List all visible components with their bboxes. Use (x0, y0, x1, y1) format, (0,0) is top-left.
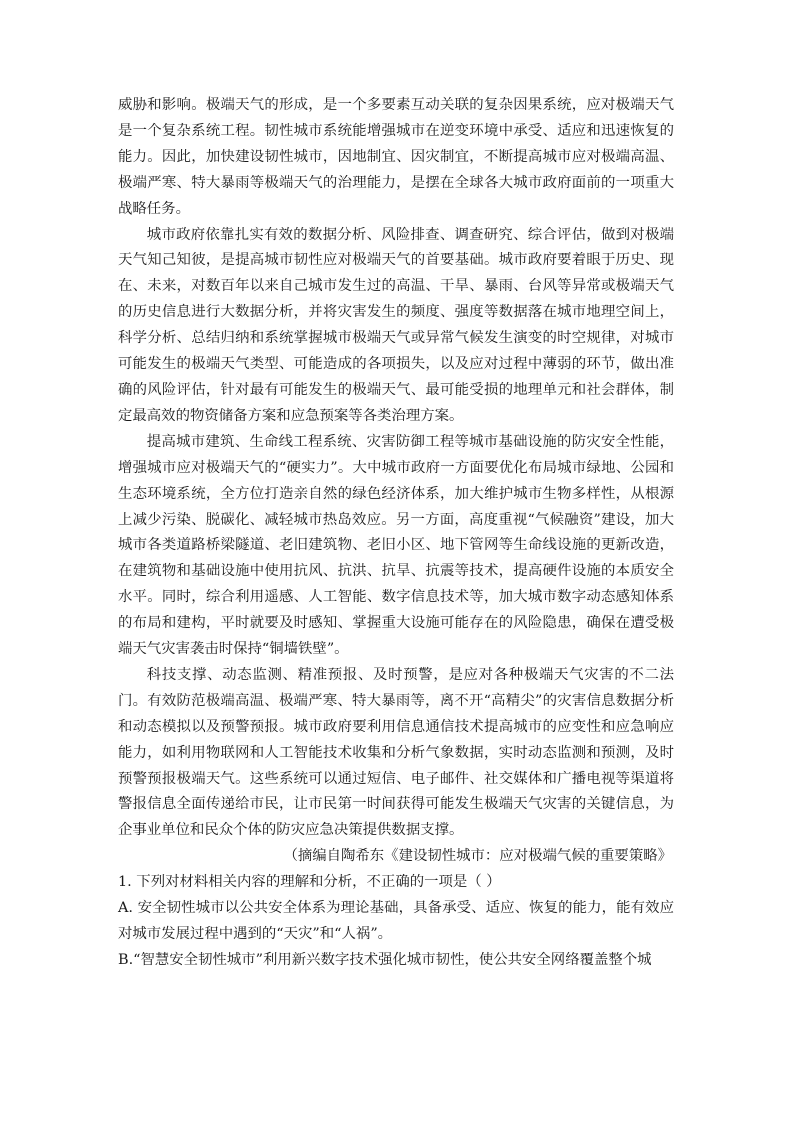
article-paragraph-2: 城市政府依靠扎实有效的数据分析、风险排查、调查研究、综合评估，做到对极端天气知己知彼，是提高城市韧性应对极端天气的首要基础。城市政府要着眼于历史、现在、未来，对数百年以来自己城市发生过的高温、干旱、暴雨、台风等异常或极端天气的历史信息进行大数据分析，并将灾害发生的频度、强度等数据落在城市地理空间上，科学分析、总结归纳和系统掌握城市极端天气或异常气候发生演变的时空规律，对城市可能发生的极端天气类型、可能造成的各项损失，以及应对过程中薄弱的环节，做出准确的风险评估，针对最有可能发生的极端天气、最可能受损的地理单元和社会群体，制定最高效的物资储备方案和应急预案等各类治理方案。 (118, 226, 674, 424)
question-1-stem: 1. 下列对材料相关内容的理解和分析，不正确的一项是（ ） (118, 874, 501, 891)
article-paragraph-1: 威胁和影响。极端天气的形成，是一个多要素互动关联的复杂因果系统，应对极端天气是一个复杂系统工程。韧性城市系统能增强城市在逆变环境中承受、适应和迅速恢复的能力。因此，加快建设韧性城市，因地制宜、因灾制宜，不断提高城市应对极端高温、极端严寒、特大暴雨等极端天气的治理能力，是摆在全球各大城市政府面前的一项重大战略任务。 (118, 97, 674, 217)
article-source-citation: （摘编自陶希东《建设韧性城市：应对极端气候的重要策略》 (283, 848, 672, 865)
article-paragraph-4: 科技支撑、动态监测、精准预报、及时预警，是应对各种极端天气灾害的不二法门。有效防范极端高温、极端严寒、特大暴雨等，离不开“高精尖”的灾害信息数据分析和动态模拟以及预警预报。城市政府要利用信息通信技术提高城市的应变性和应急响应能力，如利用物联网和人工智能技术收集和分析气象数据，实时动态监测和预测，及时预警预报极端天气。这些系统可以通过短信、电子邮件、社交媒体和广播电视等渠道将警报信息全面传递给市民，让市民第一时间获得可能发生极端天气灾害的关键信息，为企事业单位和民众个体的防灾应急决策提供数据支撑。 (118, 666, 674, 839)
article-paragraph-3: 提高城市建筑、生命线工程系统、灾害防御工程等城市基础设施的防灾安全性能，增强城市应对极端天气的“硬实力”。大中城市政府一方面要优化布局城市绿地、公园和生态环境系统，全方位打造亲自然的绿色经济体系，加大维护城市生物多样性，从根源上减少污染、脱碳化、减轻城市热岛效应。另一方面，高度重视“气候融资”建设，加大城市各类道路桥梁隧道、老旧建筑物、老旧小区、地下管网等生命线设施的更新改造，在建筑物和基础设施中使用抗风、抗洪、抗旱、抗震等技术，提高硬件设施的本质安全水平。同时，综合利用遥感、人工智能、数字信息技术等，加大城市数字动态感知体系的布局和建构，平时就要及时感知、掌握重大设施可能存在的风险隐患，确保在遭受极端天气灾害袭击时保持“铜墙铁壁”。 (118, 433, 674, 658)
document-page (118, 93, 674, 974)
question-1-option-a: A. 安全韧性城市以公共安全体系为理论基础，具备承受、适应、恢复的能力，能有效应对城市发展过程中遇到的“天灾”和“人祸”。 (118, 900, 674, 942)
question-1-option-b: B.“智慧安全韧性城市”利用新兴数字技术强化城市韧性，使公共安全网络覆盖整个城 (118, 951, 652, 968)
